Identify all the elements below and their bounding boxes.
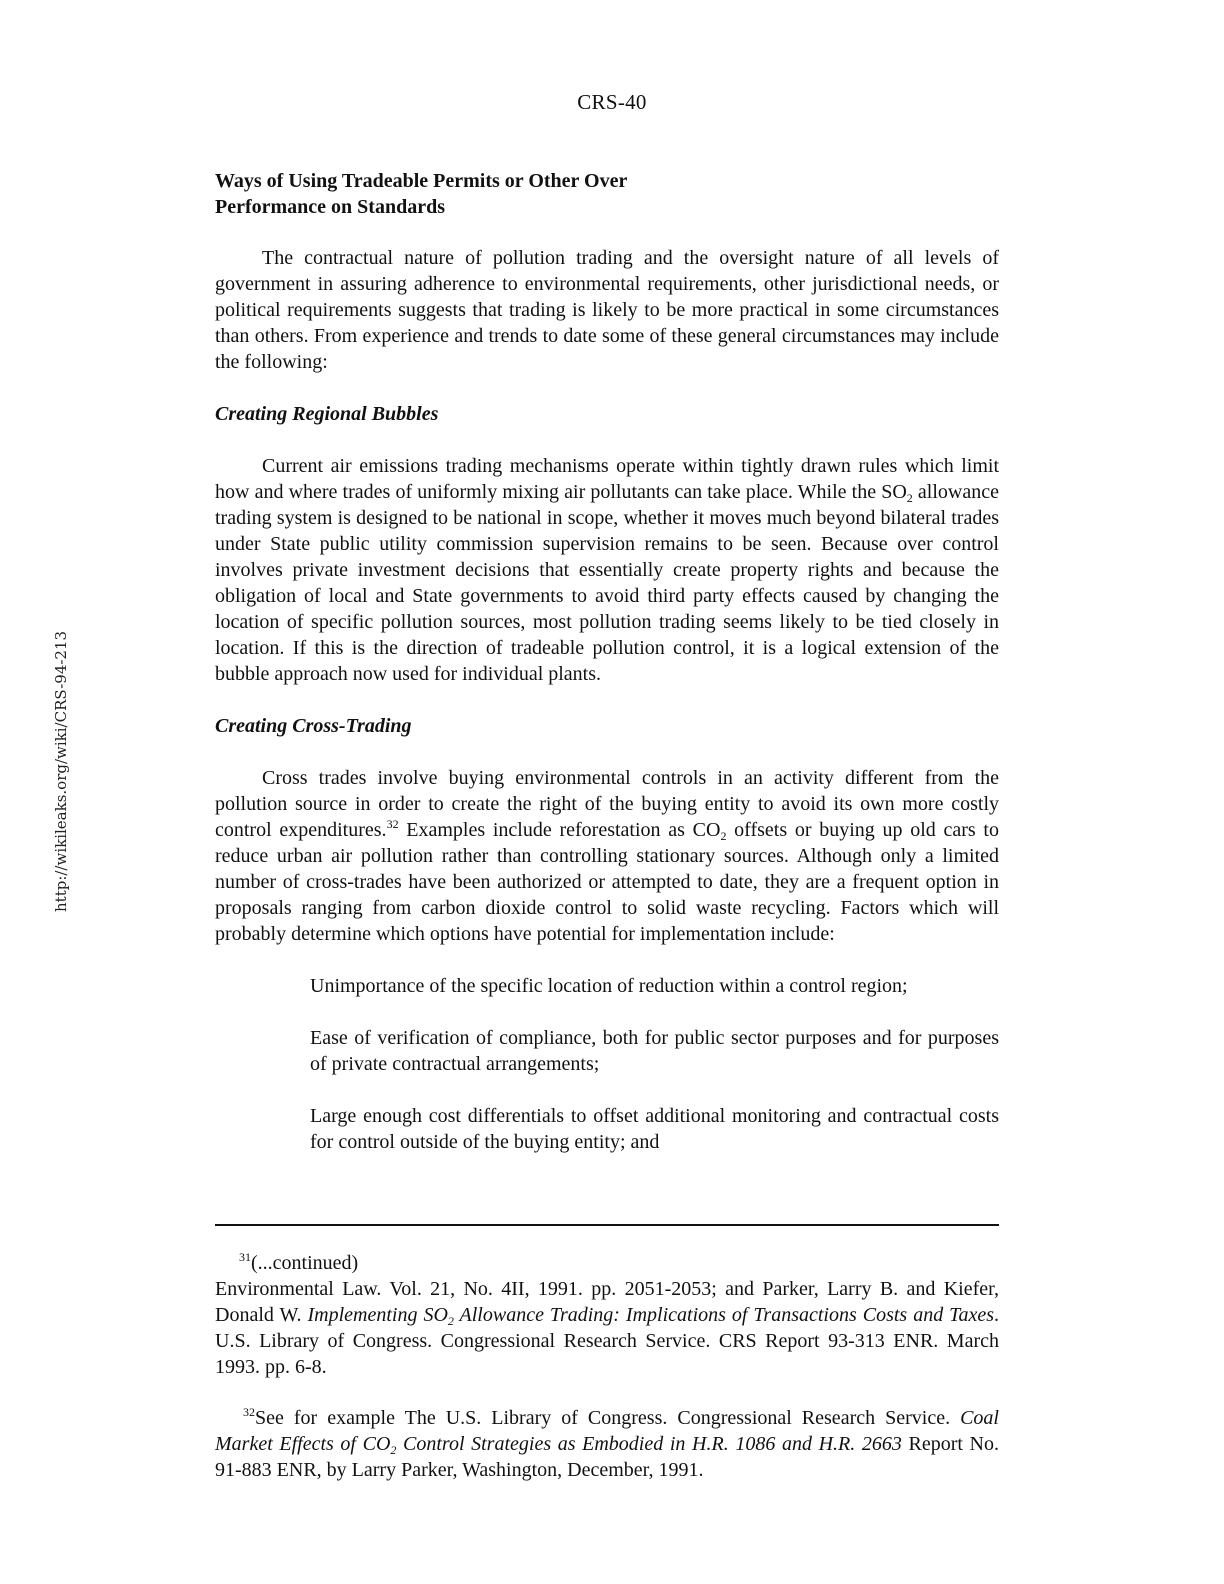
footnotes bbox=[215, 1250, 999, 1483]
subscript: 2 bbox=[390, 1443, 397, 1457]
text-run: . U.S. Library of Congress. Congressional Research Service. CRS Report 93-313 ENR. March 1993. pp. 6-8. bbox=[215, 1304, 999, 1378]
continued-label: (...continued) bbox=[251, 1252, 359, 1274]
footnote-32 bbox=[215, 1405, 999, 1483]
section-title-line1: Ways of Using Tradeable Permits or Other Over bbox=[215, 170, 628, 192]
text-run: Report No. 91-883 ENR, by Larry Parker, Washington, December, 1991. bbox=[215, 1433, 999, 1481]
text-run: Environmental Law. Vol. 21, No. 4II, 1991. pp. 2051-2053; and Parker, Larry B. and Kiefer, Donald W. bbox=[215, 1278, 999, 1326]
subscript: 2 bbox=[720, 829, 727, 843]
intro-paragraph: The contractual nature of pollution trading and the oversight nature of all levels of government in assuring adherence to environmental requirements, other jurisdictional needs, or political requirements suggests that trading is likely to be more practical in some circumstances than others. From experience and trends to date some of these general circumstances may include the following: bbox=[215, 247, 999, 373]
footnote-31-body bbox=[215, 1276, 999, 1380]
citation-title: Coal Market Effects of CO bbox=[215, 1407, 999, 1455]
factor-item: Ease of verification of compliance, both for public sector purposes and for purposes of private contractual arrangements; bbox=[310, 1027, 999, 1075]
footnote-31-continued bbox=[215, 1250, 999, 1276]
subscript: 2 bbox=[906, 491, 913, 505]
regional-bubbles-heading: Creating Regional Bubbles bbox=[215, 403, 439, 425]
footnote-number: 32 bbox=[243, 1405, 255, 1419]
footnote-ref-32[interactable]: 32 bbox=[386, 817, 399, 831]
section-title bbox=[215, 168, 999, 220]
subscript: 2 bbox=[447, 1314, 454, 1328]
cross-trading-paragraph bbox=[215, 765, 999, 947]
factor-item: Large enough cost differentials to offset additional monitoring and contractual costs for control outside of the buying entity; and bbox=[310, 1105, 999, 1153]
text-run: offsets or buying up old cars to reduce urban air pollution rather than controlling stationary sources. Although only a limited number of cross-trades have been authorized or attempted to date, they are a frequent option in proposals ranging from carbon dioxide control to solid waste recycling. Factors which will probably determine which options have potential for implementation include: bbox=[215, 819, 999, 945]
citation-title: Control Strategies as Embodied in H.R. 1086 and H.R. 2663 bbox=[396, 1433, 902, 1455]
main-content bbox=[215, 168, 999, 1155]
text-run: See for example The U.S. Library of Congress. Congressional Research Service. bbox=[255, 1407, 961, 1429]
text-run: Cross trades involve buying environmental controls in an activity different from the pollution source in order to create the right of the buying entity to avoid its own more costly control expenditures. bbox=[215, 767, 999, 841]
regional-bubbles-paragraph bbox=[215, 453, 999, 687]
footnote-divider bbox=[215, 1224, 999, 1226]
citation-title: Allowance Trading: Implications of Transactions Costs and Taxes bbox=[453, 1304, 994, 1326]
cross-trading-heading: Creating Cross-Trading bbox=[215, 715, 412, 737]
section-title-line2: Performance on Standards bbox=[215, 196, 445, 218]
page-number: CRS-40 bbox=[577, 90, 647, 114]
citation-title: Implementing SO bbox=[307, 1304, 448, 1326]
text-run: allowance trading system is designed to be national in scope, whether it moves much beyond bilateral trades under State public utility commission supervision remains to be seen. Because over control involves private investment decisions that essentially create property rights and because the obligation of local and State governments to avoid third party effects caused by changing the location of specific pollution sources, most pollution trading seems likely to be tied closely in location. If this is the direction of tradeable pollution control, it is a logical extension of the bubble approach now used for individual plants. bbox=[215, 481, 999, 685]
text-run: Examples include reforestation as CO bbox=[398, 819, 721, 841]
side-url-watermark: http://wikileaks.org/wiki/CRS-94-213 bbox=[52, 630, 70, 912]
factor-item: Unimportance of the specific location of reduction within a control region; bbox=[310, 975, 908, 997]
footnote-number: 31 bbox=[239, 1250, 251, 1264]
text-run: Current air emissions trading mechanisms operate within tightly drawn rules which limit how and where trades of uniformly mixing air pollutants can take place. While the SO bbox=[215, 455, 999, 503]
